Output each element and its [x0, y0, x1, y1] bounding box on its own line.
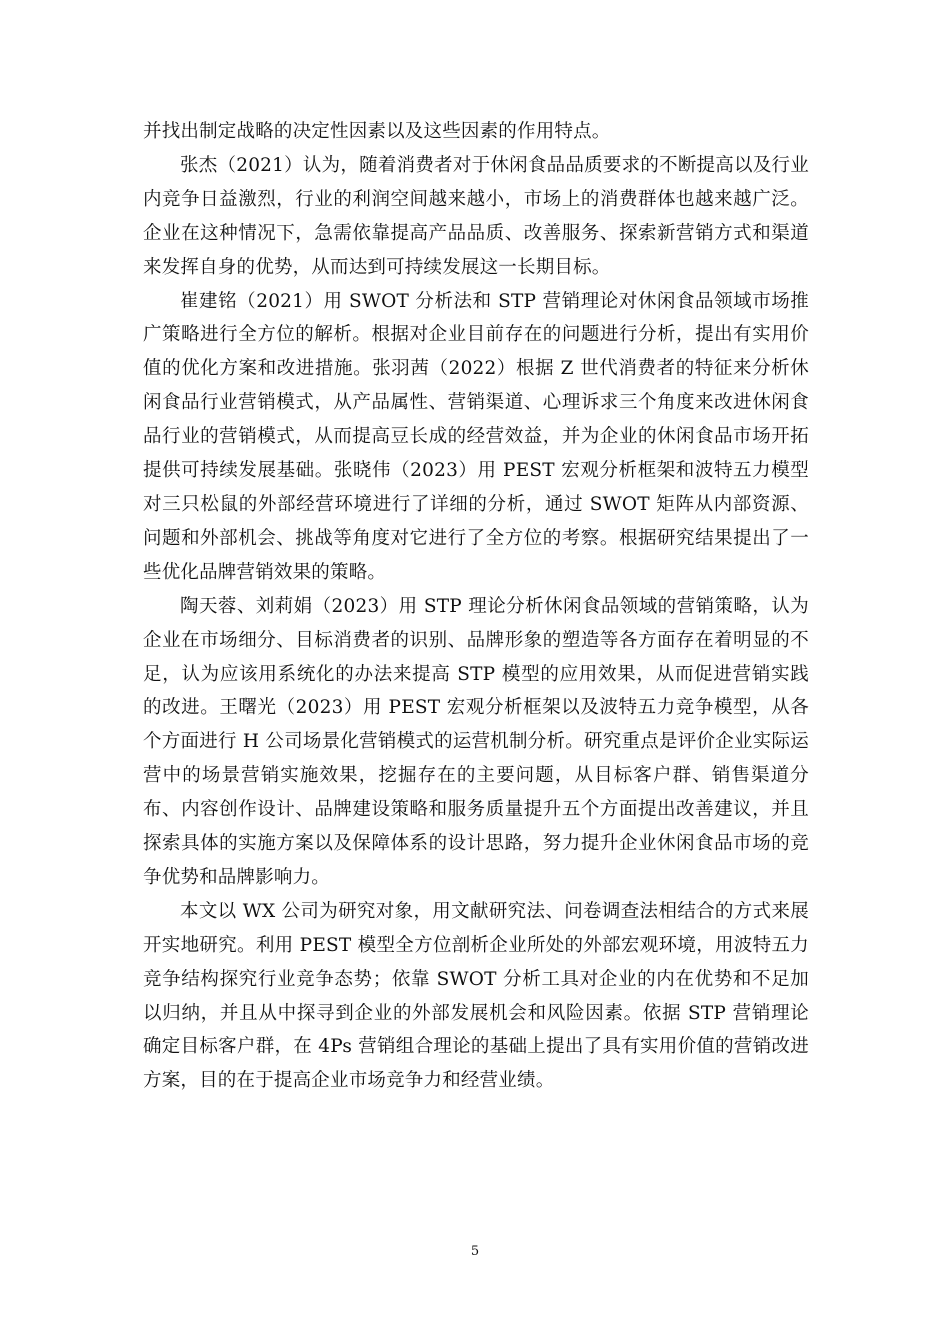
paragraph-continuation: 并找出制定战略的决定性因素以及这些因素的作用特点。: [143, 121, 611, 142]
document-body: [143, 115, 809, 1098]
paragraph-this-study: 本文以 WX 公司为研究对象，用文献研究法、问卷调查法相结合的方式来展开实地研究。利用 PEST 模型全方位剖析企业所处的外部宏观环境，用波特五力竞争结构探究行业竞争态势；依靠 SWOT 分析工具对企业的内在优势和不足加以归纳，并且从中探寻到企业的外部发展机会和风险因素。依据 STP 营销理论确定目标客户群，在 4Ps 营销组合理论的基础上提出了具有实用价值的营销改进方案，目的在于提高企业市场竞争力和经营业绩。: [143, 900, 809, 1092]
paragraph-zhang-jie: 张杰（2021）认为，随着消费者对于休闲食品品质要求的不断提高以及行业内竞争日益激烈，行业的利润空间越来越小，市场上的消费群体也越来越广泛。企业在这种情况下，急需依靠提高产品品质、改善服务、探索新营销方式和渠道来发挥自身的优势，从而达到可持续发展这一长期目标。: [143, 154, 809, 278]
paragraph-cui-jianming: 崔建铭（2021）用 SWOT 分析法和 STP 营销理论对休闲食品领域市场推广策略进行全方位的解析。根据对企业目前存在的问题进行分析，提出有实用价值的优化方案和改进措施。张羽茜（2022）根据 Z 世代消费者的特征来分析休闲食品行业营销模式，从产品属性、营销渠道、心理诉求三个角度来改进休闲食品行业的营销模式，从而提高豆长成的经营效益，并为企业的休闲食品市场开拓提供可持续发展基础。张晓伟（2023）用 PEST 宏观分析框架和波特五力模型对三只松鼠的外部经营环境进行了详细的分析，通过 SWOT 矩阵从内部资源、问题和外部机会、挑战等角度对它进行了全方位的考察。根据研究结果提出了一些优化品牌营销效果的策略。: [143, 290, 809, 583]
page-number: 5: [470, 1244, 480, 1259]
paragraph-tao-tianrong: 陶天蓉、刘莉娟（2023）用 STP 理论分析休闲食品领域的营销策略，认为企业在市场细分、目标消费者的识别、品牌形象的塑造等各方面存在着明显的不足，认为应该用系统化的办法来提高 STP 模型的应用效果，从而促进营销实践的改进。王曙光（2023）用 PEST 宏观分析框架以及波特五力竞争模型，从各个方面进行 H 公司场景化营销模式的运营机制分析。研究重点是评价企业实际运营中的场景营销实施效果，挖掘存在的主要问题，从目标客户群、销售渠道分布、内容创作设计、品牌建设策略和服务质量提升五个方面提出改善建议，并且探索具体的实施方案以及保障体系的设计思路，努力提升企业休闲食品市场的竞争优势和品牌影响力。: [143, 595, 809, 888]
